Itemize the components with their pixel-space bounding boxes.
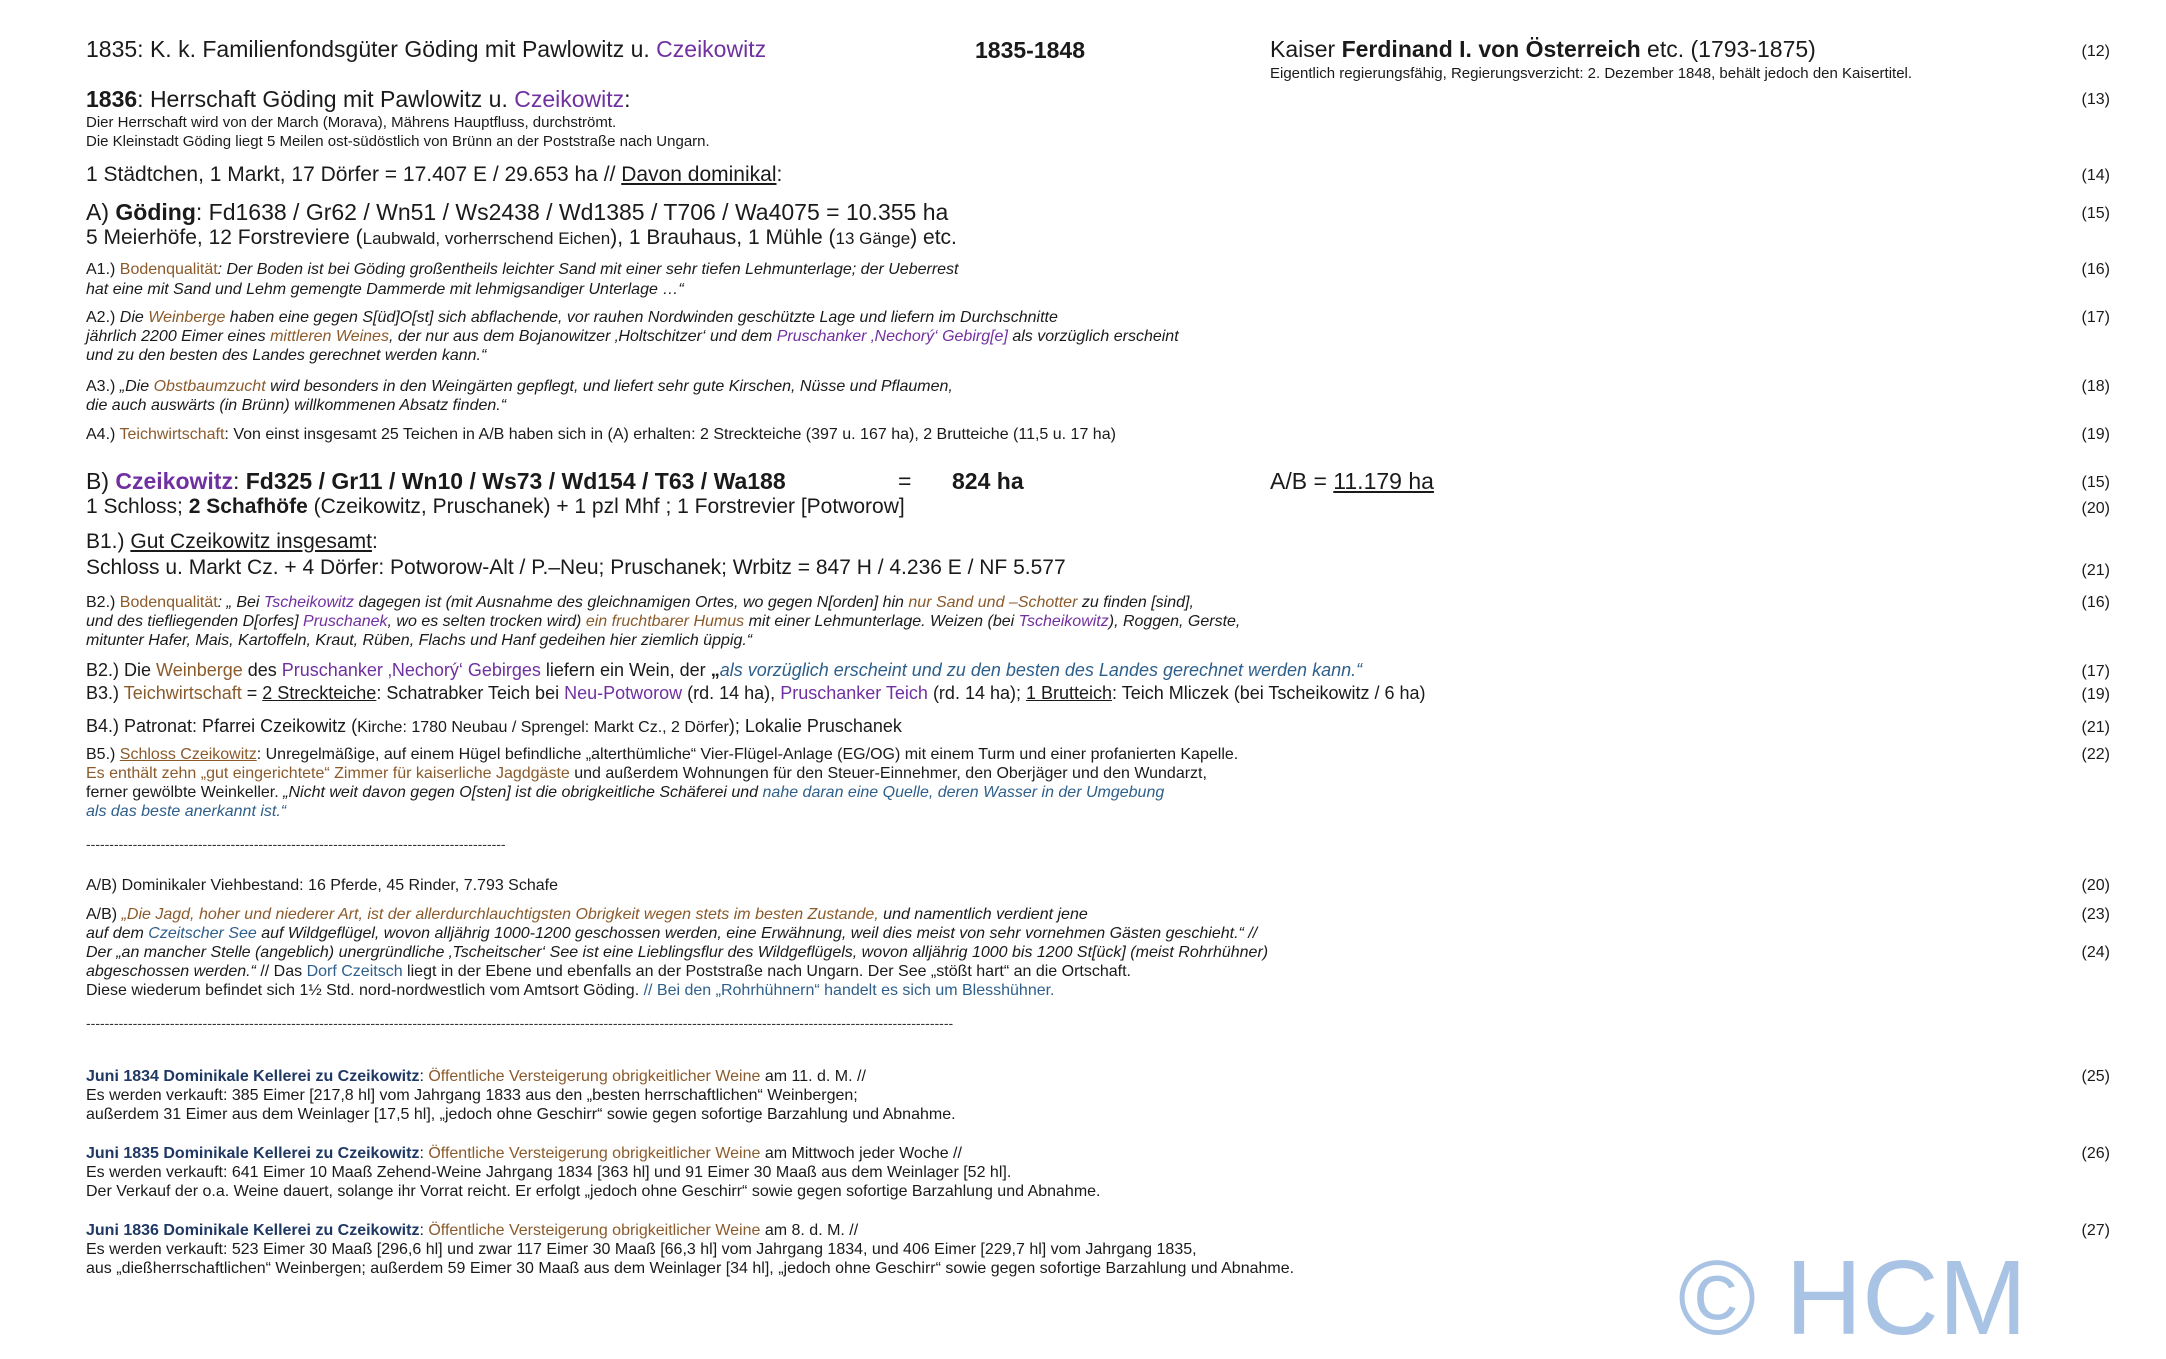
- header-emperor-note: Eigentlich regierungsfähig, Regierungsverzicht: 2. Dezember 1848, behält jedoch den Kaisertitel.: [1270, 65, 1913, 82]
- june-1836-heading: Juni 1836 Dominikale Kellerei zu Czeikowitz: Öffentliche Versteigerung obrigkeitlicher Weine am 8. d. M. //: [86, 1222, 859, 1239]
- heading-1836: 1836: Herrschaft Göding mit Pawlowitz u. Czeikowitz:: [86, 86, 631, 112]
- header-title: 1835: K. k. Familienfondsgüter Göding mit Pawlowitz u. Czeikowitz: [86, 36, 767, 62]
- june-1835-line3: Der Verkauf der o.a. Weine dauert, solange ihr Vorrat reicht. Er erfolgt „jedoch ohne Geschirr“ sowie gegen sofortige Barzahlung und Abnahme.: [86, 1183, 1101, 1200]
- ref-22: (22): [2081, 746, 2110, 763]
- ref-18: (18): [2081, 378, 2110, 395]
- ref-12: (12): [2081, 43, 2110, 60]
- ref-25: (25): [2081, 1068, 2110, 1085]
- b4-line: B4.) Patronat: Pfarrei Czeikowitz (Kirche: 1780 Neubau / Sprengel: Markt Cz., 2 Dörfer); Lokalie Pruschanek: [86, 716, 902, 736]
- a1-line2: hat eine mit Sand und Lehm gemengte Dammerde mit lehmigsandiger Unterlage …“: [86, 281, 684, 298]
- ref-23: (23): [2081, 906, 2110, 923]
- b2-line3: mitunter Hafer, Mais, Kartoffeln, Kraut, Rüben, Flachs und Hanf gedeihen hier ziemlich üppig.“: [86, 632, 753, 649]
- b2-wine-line: B2.) Die Weinberge des Pruschanker ‚Nechorý‘ Gebirges liefern ein Wein, der „als vorzüglich erscheint und zu den besten des Landes gerechnet werden kann.“: [86, 660, 1363, 680]
- june-1836-line2: Es werden verkauft: 523 Eimer 30 Maaß [296,6 hl] und zwar 117 Eimer 30 Maaß [66,3 hl] vom Jahrgang 1834, und 406 Eimer [229,7 hl] vom Jahrgang 1835,: [86, 1241, 1197, 1258]
- ref-15b: (15): [2081, 474, 2110, 491]
- header-years: 1835-1848: [975, 37, 1085, 63]
- b2-line1: B2.) Bodenqualität: „ Bei Tscheikowitz dagegen ist (mit Ausnahme des gleichnamigen Ortes, wo gegen N[orden] hin nur Sand und –Schotter zu finden [sind],: [86, 594, 1194, 611]
- ref-14: (14): [2081, 167, 2110, 184]
- ref-16a: (16): [2081, 261, 2110, 278]
- a2-line1: A2.) Die Weinberge haben eine gegen S[üd]O[st] sich abflachende, vor rauhen Nordwinden geschützte Lage und liefern im Durchschnitte: [86, 309, 1058, 326]
- ab-livestock: A/B) Dominikaler Viehbestand: 16 Pferde, 45 Rinder, 7.793 Schafe: [86, 877, 558, 894]
- ab-hunt-line3: Der „an mancher Stelle (angeblich) unergründliche ‚Tscheitscher‘ See ist eine Lieblingsflur des Wildgeflügels, wovon alljährig 1000 bis 1200 St[ück] (meist Rohrhühner): [86, 944, 1269, 961]
- ab-hunt-line2: auf dem Czeitscher See auf Wildgeflügel, wovon alljährig 1000-1200 geschossen werden, eine Erwähnung, weil dies meist von sehr vornehmen Gästen geschieht.“ //: [86, 925, 1258, 942]
- ab-total: A/B = 11.179 ha: [1270, 468, 1434, 494]
- ref-13: (13): [2081, 91, 2110, 108]
- ref-15a: (15): [2081, 205, 2110, 222]
- copyright-watermark: © HCM: [1678, 1239, 2027, 1357]
- ref-19a: (19): [2081, 426, 2110, 443]
- june-1834-line3: außerdem 31 Eimer aus dem Weinlager [17,5 hl], „jedoch ohne Geschirr“ sowie gegen sofortige Barzahlung und Abnahme.: [86, 1106, 956, 1123]
- ab-hunt-line1: A/B) „Die Jagd, hoher und niederer Art, ist der allerdurchlauchtigsten Obrigkeit wegen stets im besten Zustande, und namentlich verdient jene: [86, 906, 1088, 923]
- june-1834-line2: Es werden verkauft: 385 Eimer [217,8 hl] vom Jahrgang 1833 aus den „besten herrschaftlichen“ Weinbergen;: [86, 1087, 858, 1104]
- june-1836-line3: aus „dießherrschaftlichen“ Weinbergen; außerdem 59 Eimer 30 Maaß aus dem Weinlager [34 hl], „jedoch ohne Geschirr“ sowie gegen sofortige Barzahlung und Abnahme.: [86, 1260, 1295, 1277]
- b5-line1: B5.) Schloss Czeikowitz: Unregelmäßige, auf einem Hügel befindliche „alterthümliche“ Vier-Flügel-Anlage (EG/OG) mit einem Turm und einer profanierten Kapelle.: [86, 746, 1239, 763]
- b5-line2: Es enthält zehn „gut eingerichtete“ Zimmer für kaiserliche Jagdgäste und außerdem Wohnungen für den Steuer-Einnehmer, den Oberjäger und den Wundarzt,: [86, 765, 1207, 782]
- a1-line1: A1.) Bodenqualität: Der Boden ist bei Göding großentheils leichter Sand mit einer sehr tiefen Lehmunterlage; der Ueberrest: [86, 261, 959, 278]
- section-b-heading: B) Czeikowitz: Fd325 / Gr11 / Wn10 / Ws73 / Wd154 / T63 / Wa188: [86, 468, 786, 494]
- ref-20b: (20): [2081, 877, 2110, 894]
- ref-20a: (20): [2081, 500, 2110, 517]
- ref-17b: (17): [2081, 663, 2110, 680]
- b1-line2: Schloss u. Markt Cz. + 4 Dörfer: Potworow-Alt / P.–Neu; Pruschanek; Wrbitz = 847 H / 4.236 E / NF 5.577: [86, 556, 1066, 579]
- ref-16b: (16): [2081, 594, 2110, 611]
- ref-24: (24): [2081, 944, 2110, 961]
- ab-hunt-line5: Diese wiederum befindet sich 1½ Std. nord-nordwestlich vom Amtsort Göding. // Bei den „Rohrhühnern“ handelt es sich um Blesshühner.: [86, 982, 1055, 999]
- separator-1: ------------------------------------------------------------------------------------------: [86, 836, 506, 852]
- ref-21a: (21): [2081, 562, 2110, 579]
- a2-line2: jährlich 2200 Eimer eines mittleren Weines, der nur aus dem Bojanowitzer ‚Holtschitzer‘ und dem Pruschanker ‚Nechorý‘ Gebirg[e] als vorzüglich erscheint: [86, 328, 1179, 345]
- total-line: 1 Städtchen, 1 Markt, 17 Dörfer = 17.407 E / 29.653 ha // Davon dominikal:: [86, 163, 783, 186]
- separator-2: ------------------------------------------------------------------------------------------------------------------------------------------------------------------------------------------: [86, 1015, 954, 1031]
- section-b-details: 1 Schloss; 2 Schafhöfe (Czeikowitz, Pruschanek) + 1 pzl Mhf ; 1 Forstrevier [Potworow]: [86, 495, 905, 518]
- text-1836-line3: Die Kleinstadt Göding liegt 5 Meilen ost-südöstlich von Brünn an der Poststraße nach Ungarn.: [86, 133, 710, 150]
- section-b-equals: =: [898, 468, 912, 494]
- ab-hunt-line4: abgeschossen werden.“ // Das Dorf Czeitsch liegt in der Ebene und ebenfalls an der Poststraße nach Ungarn. Der See „stößt hart“ an die Ortschaft.: [86, 963, 1131, 980]
- a4-line: A4.) Teichwirtschaft: Von einst insgesamt 25 Teichen in A/B haben sich in (A) erhalten: 2 Streckteiche (397 u. 167 ha), 2 Brutteiche (11,5 u. 17 ha): [86, 426, 1116, 443]
- b5-line4: als das beste anerkannt ist.“: [86, 803, 287, 820]
- b3-line: B3.) Teichwirtschaft = 2 Streckteiche: Schatrabker Teich bei Neu-Potworow (rd. 14 ha), Pruschanker Teich (rd. 14 ha); 1 Brutteich: Teich Mliczek (bei Tscheikowitz / 6 ha): [86, 683, 1426, 703]
- ref-27: (27): [2081, 1222, 2110, 1239]
- ref-17a: (17): [2081, 309, 2110, 326]
- header-emperor: Kaiser Ferdinand I. von Österreich etc. (1793-1875): [1270, 36, 1816, 62]
- june-1835-line2: Es werden verkauft: 641 Eimer 10 Maaß Zehend-Weine Jahrgang 1834 [363 hl] und 91 Eimer 30 Maaß aus dem Weinlager [52 hl].: [86, 1164, 1012, 1181]
- b5-line3: ferner gewölbte Weinkeller. „Nicht weit davon gegen O[sten] ist die obrigkeitliche Schäferei und nahe daran eine Quelle, deren Wasser in der Umgebung: [86, 784, 1165, 801]
- june-1834-heading: Juni 1834 Dominikale Kellerei zu Czeikowitz: Öffentliche Versteigerung obrigkeitlicher Weine am 11. d. M. //: [86, 1068, 866, 1085]
- ref-19b: (19): [2081, 686, 2110, 703]
- a3-line2: die auch auswärts (in Brünn) willkommenen Absatz finden.“: [86, 397, 507, 414]
- ref-21b: (21): [2081, 719, 2110, 736]
- a3-line1: A3.) „Die Obstbaumzucht wird besonders in den Weingärten gepflegt, und liefert sehr gute Kirschen, Nüsse und Pflaumen,: [86, 378, 953, 395]
- section-a-details: 5 Meierhöfe, 12 Forstreviere (Laubwald, vorherrschend Eichen), 1 Brauhaus, 1 Mühle (13 Gänge) etc.: [86, 226, 957, 249]
- section-b-ha: 824 ha: [952, 468, 1024, 494]
- a2-line3: und zu den besten des Landes gerechnet werden kann.“: [86, 347, 487, 364]
- section-a-heading: A) Göding: Fd1638 / Gr62 / Wn51 / Ws2438 / Wd1385 / T706 / Wa4075 = 10.355 ha: [86, 199, 949, 225]
- b1-heading: B1.) Gut Czeikowitz insgesamt:: [86, 530, 378, 553]
- text-1836-line2: Dier Herrschaft wird von der March (Morava), Mährens Hauptfluss, durchströmt.: [86, 114, 617, 131]
- b2-line2: und des tiefliegenden D[orfes] Pruschanek, wo es selten trocken wird) ein fruchtbarer Humus mit einer Lehmunterlage. Weizen (bei Tscheikowitz), Roggen, Gerste,: [86, 613, 1241, 630]
- ref-26: (26): [2081, 1145, 2110, 1162]
- june-1835-heading: Juni 1835 Dominikale Kellerei zu Czeikowitz: Öffentliche Versteigerung obrigkeitlicher Weine am Mittwoch jeder Woche //: [86, 1145, 962, 1162]
